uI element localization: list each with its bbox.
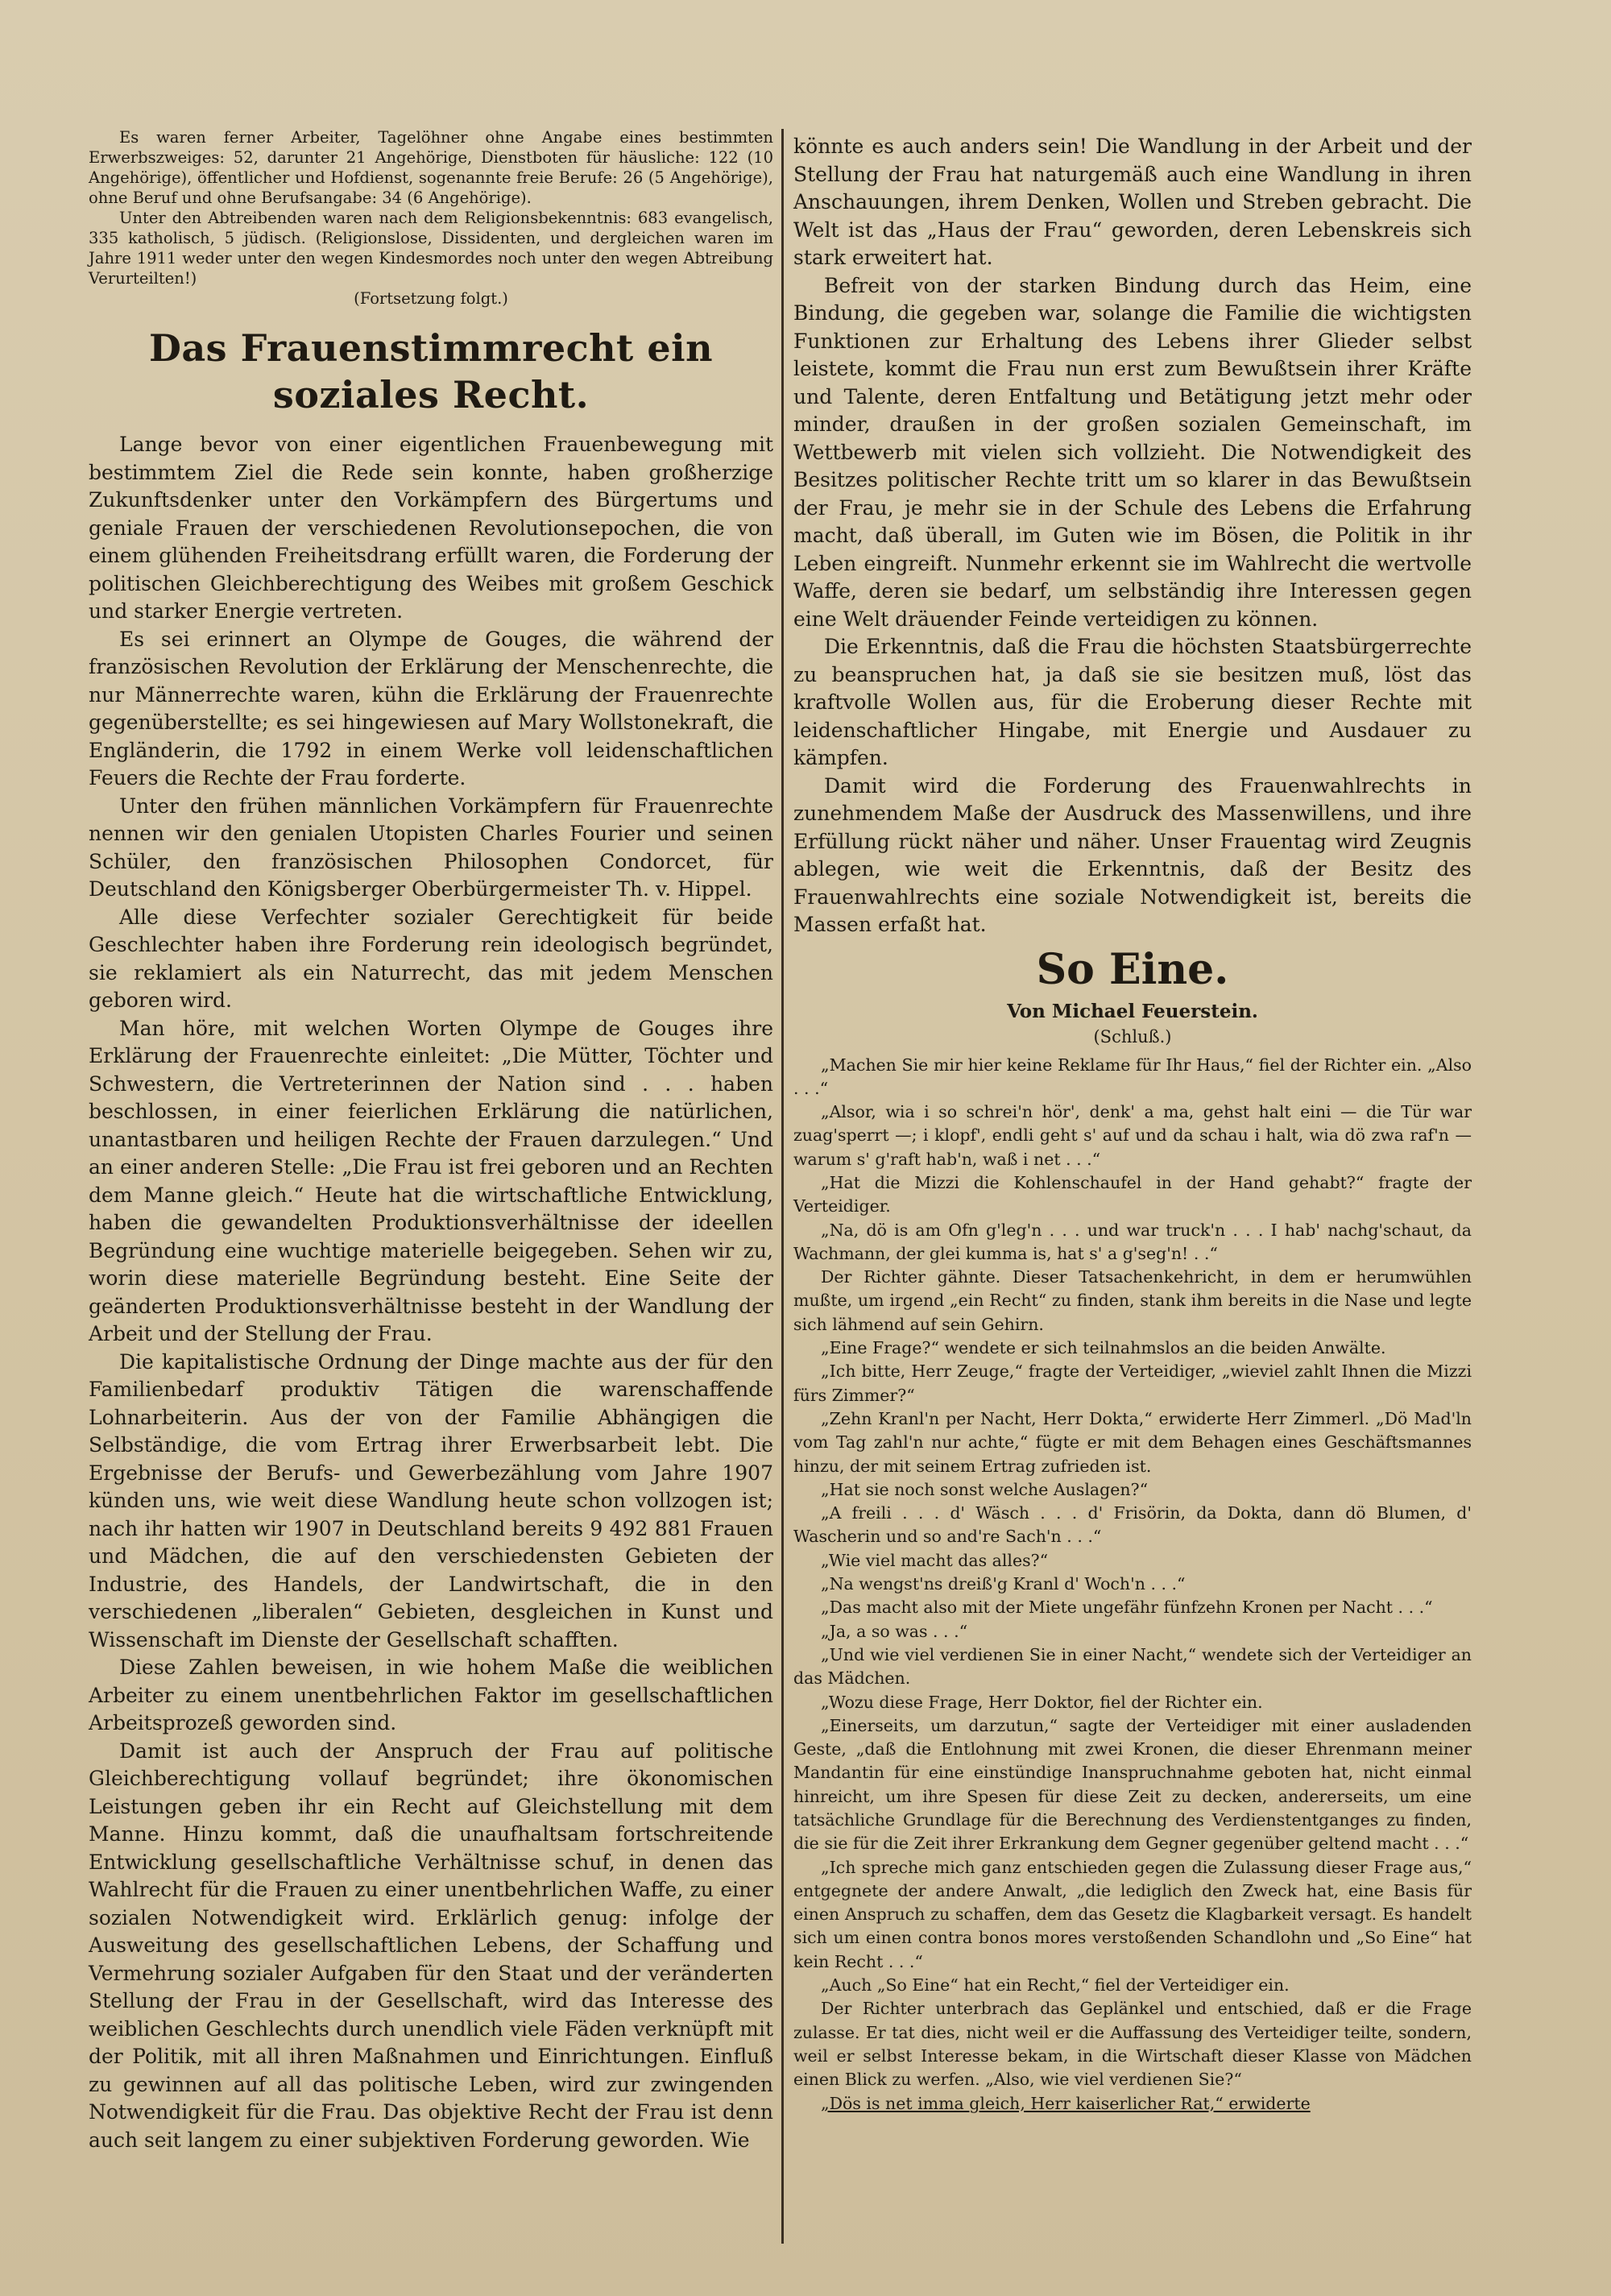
left-column [89,127,773,2154]
story-paragraph: „Und wie viel verdienen Sie in einer Nacht,“ wendete sich der Verteidiger an das Mädchen. [793,1644,1472,1689]
story-part-note: (Schluß.) [1093,1026,1172,1046]
intro-paragraph: Es waren ferner Arbeiter, Tagelöhner ohne Angabe eines bestimmten Erwerbszweiges: 52, darunter 21 Angehörige, Dienstboten für häusliche: 122 (10 Angehörige), öffentlicher und Hofdienst, sogenannte freie Berufe: 26 (5 Angehörige), ohne Beruf und ohne Berufsangabe: 34 (6 Angehörige). [89,128,773,207]
story-body [793,1054,1472,2116]
continuation-note: (Fortsetzung folgt.) [354,289,508,308]
article-paragraph: Befreit von der starken Bindung durch das Heim, eine Bindung, die gegeben war, solange die Familie die wichtigsten Funktionen zur Erhaltung des Lebens ihrer Glieder selbst leistete, kommt die Frau nun erst zum Bewußtsein ihrer Kräfte und Talente, deren Entfaltung und Betätigung jetzt mehr oder minder, draußen in der großen sozialen Gemeinschaft, im Wettbewerb mit vielen sich vollzieht. Die Notwendigkeit des Besitzes politischer Rechte tritt um so klarer in das Bewußtsein der Frau, je mehr sie in der Schule des Lebens die Erfahrung macht, daß überall, im Guten wie im Bösen, die Politik in ihr Leben eingreift. Nunmehr erkennt sie im Wahlrecht die wertvolle Waffe, deren sie bedarf, um selbständig ihre Interessen gegen eine Welt dräuender Feinde verteidigen zu können. [793,273,1472,631]
article-paragraph: Unter den frühen männlichen Vorkämpfern für Frauenrechte nennen wir den genialen Utopisten Charles Fourier und seinen Schüler, den französischen Philosophen Condorcet, für Deutschland den Königsberger Oberbürgermeister Th. v. Hippel. [89,794,773,901]
story-paragraph: „Ich bitte, Herr Zeuge,“ fragte der Verteidiger, „wieviel zahlt Ihnen die Mizzi fürs Zimmer?“ [793,1361,1472,1405]
story-paragraph: „Machen Sie mir hier keine Reklame für Ihr Haus,“ fiel der Richter ein. „Also . . .“ [793,1055,1472,1098]
story-paragraph: „Auch „So Eine“ hat ein Recht,“ fiel der Verteidiger ein. [821,1975,1290,1996]
article-paragraph: Die Erkenntnis, daß die Frau die höchsten Staatsbürgerrechte zu beanspruchen hat, ja daß sie sie besitzen muß, löst das kraftvolle Wollen aus, für die Eroberung dieser Rechte mit leidenschaftlicher Hingabe, mit Energie und Ausdauer zu kämpfen. [793,635,1472,769]
story-paragraph: „Zehn Kranl'n per Nacht, Herr Dokta,“ erwiderte Herr Zimmerl. „Dö Mad'ln vom Tag zahl'n nur achte,“ fügte er mit dem Behagen eines Geschäftsmannes hinzu, der mit seinem Ertrag zufrieden ist. [793,1408,1472,1476]
story-paragraph: „Na, dö is am Ofn g'leg'n . . . und war truck'n . . . I hab' nachg'schaut, da Wachmann, der glei kumma is, hat s' a g'seg'n! . .“ [793,1220,1472,1263]
intro-paragraph: Unter den Abtreibenden waren nach dem Religionsbekenntnis: 683 evangelisch, 335 katholisch, 5 jüdisch. (Religionslose, Dissidenten, und dergleichen waren im Jahre 1911 weder unter den wegen Kindesmordes noch unter den wegen Abtreibung Verurteilten!) [89,209,773,288]
story-paragraph: „Dös is net imma gleich, Herr kaiserlicher Rat,“ erwiderte [821,2093,1311,2113]
story-title: So Eine. [1036,944,1229,994]
story-paragraph: „Alsor, wia i so schrei'n hör', denk' a ma, gehst halt eini — die Tür war zuag'sperrt —; i klopf', endli geht s' auf und da schau i halt, wia dö zwa raf'n — warum s' g'raft hab'n, waß i net . . .“ [793,1102,1472,1169]
story-paragraph: „Einerseits, um darzutun,“ sagte der Verteidiger mit einer ausladenden Geste, „daß die Entlohnung mit zwei Kronen, die dieser Ehrenmann meiner Mandantin für eine einstündige Inanspruchnahme geboten hat, nicht einmal hinreicht, um ihre Spesen für diese Zeit zu decken, andererseits, um eine tatsächliche Grundlage für die Berechnung des Verdienstentganges zu finden, die sie für die Zeit ihrer Erkrankung dem Gegner gegenüber geltend macht . . .“ [793,1715,1472,1854]
story-byline: Von Michael Feuerstein. [1007,1000,1258,1022]
story-paragraph: „Ja, a so was . . .“ [821,1621,968,1641]
article-paragraph: Die kapitalistische Ordnung der Dinge machte aus der für den Familienbedarf produktiv Tätigen die warenschaffende Lohnarbeiterin. Aus der von der Familie Abhängigen die Selbständige, die vom Ertrag ihrer Erwerbsarbeit lebt. Die Ergebnisse der Berufs- und Gewerbezählung vom Jahre 1907 künden uns, wie weit diese Wandlung heute schon vollzogen ist; nach ihr hatten wir 1907 in Deutschland bereits 9 492 881 Frauen und Mädchen, die auf den verschiedensten Gebieten der Industrie, des Handels, der Landwirtschaft, die in den verschiedenen „liberalen“ Gebieten, desgleichen in Kunst und Wissenschaft im Dienste der Gesellschaft schafften. [89,1349,773,1652]
story-paragraph: „Hat die Mizzi die Kohlenschaufel in der Hand gehabt?“ fragte der Verteidiger. [793,1172,1472,1216]
story-paragraph: „Das macht also mit der Miete ungefähr fünfzehn Kronen per Nacht . . .“ [821,1598,1433,1618]
story-paragraph: „Eine Frage?“ wendete er sich teilnahmslos an die beiden Anwälte. [821,1338,1386,1358]
article-paragraph: Diese Zahlen beweisen, in wie hohem Maße die weiblichen Arbeiter zu einem unentbehrlichen Faktor im gesellschaftlichen Arbeitsprozeß geworden sind. [89,1656,773,1734]
story-paragraph: „Ich spreche mich ganz entschieden gegen die Zulassung dieser Frage aus,“ entgegnete der andere Anwalt, „die lediglich den Zweck hat, eine Basis für einen Anspruch zu schaffen, dem das Gesetz die Klagbarkeit versagt. Es handelt sich um einen contra bonos mores verstoßenden Schandlohn und „So Eine“ hat kein Recht . . .“ [793,1857,1472,1971]
article-paragraph: Alle diese Verfechter sozialer Gerechtigkeit für beide Geschlechter haben ihre Forderung rein ideologisch begründet, sie reklamiert als ein Naturrecht, das mit jedem Menschen geboren wird. [89,905,773,1012]
story-paragraph: „Wozu diese Frage, Herr Doktor, fiel der Richter ein. [821,1692,1263,1712]
article-paragraph: Damit wird die Forderung des Frauenwahlrechts in zunehmendem Maße der Ausdruck des Massenwillens, und ihre Erfüllung rückt näher und näher. Unser Frauentag wird Zeugnis ablegen, wie weit die Erkenntnis, daß der Besitz des Frauenwahlrechts eine soziale Notwendigkeit ist, bereits die Massen erfaßt hat. [793,773,1472,936]
article-paragraph: Lange bevor von einer eigentlichen Frauenbewegung mit bestimmtem Ziel die Rede sein konnte, haben großherzige Zukunftsdenker unter den Vorkämpfern des Bürgertums und geniale Frauen der verschiedenen Revolutionsepochen, die von einem glühenden Freiheitsdrang erfüllt waren, die Forderung der politischen Gleichberechtigung des Weibes mit großem Geschick und starker Energie vertreten. [89,433,773,623]
right-column [793,133,1472,2116]
story-paragraph: „A freili . . . d' Wäsch . . . d' Frisörin, da Dokta, dann dö Blumen, d' Wascherin und so and're Sach'n . . .“ [793,1503,1472,1547]
article-headline: Das Frauenstimmrecht ein soziales Recht. [148,326,714,417]
article-paragraph: Damit ist auch der Anspruch der Frau auf politische Gleichberechtigung vollauf begründet; ihre ökonomischen Leistungen geben ihr ein Recht auf Gleichstellung mit dem Manne. Hinzu kommt, daß die unaufhaltsam fortschreitende Entwicklung gesellschaftliche Verhältnisse schuf, in denen das Wahlrecht für die Frauen zu einer unentbehrlichen Waffe, zu einer sozialen Notwendigkeit wird. Erklärlich genug: infolge der Ausweitung des gesellschaftlichen Lebens, der Schaffung und Vermehrung sozialer Aufgaben für den Staat und der veränderten Stellung der Frau in der Gesellschaft, wird das Interesse des weiblichen Geschlechts durch unendlich viele Fäden verknüpft mit der Politik, mit all ihren Maßnahmen und Einrichtungen. Einfluß zu gewinnen auf all das politische Leben, wird zur zwingenden Notwendigkeit für die Frau. Das objektive Recht der Frau ist denn auch seit langem zu einer subjektiven Forderung geworden. Wie [89,1739,773,2152]
story-paragraph: Der Richter unterbrach das Geplänkel und entschied, daß er die Frage zulasse. Er tat dies, nicht weil er die Auffassung des Verteidiger teilte, sondern, weil er selbst Interesse bekam, in die Wirtschaft dieser Klasse von Mädchen einen Blick zu werfen. „Also, wie viel verdienen Sie?“ [793,1999,1472,2090]
article-paragraph: Man höre, mit welchen Worten Olympe de Gouges ihre Erklärung der Frauenrechte einleitet: „Die Mütter, Töchter und Schwestern, die Vertreterinnen der Nation sind . . . haben beschlossen, in einer feierlichen Erklärung die natürlichen, unantastbaren und heiligen Rechte der Frauen darzulegen.“ Und an einer anderen Stelle: „Die Frau ist frei geboren und an Rechten dem Manne gleich.“ Heute hat die wirtschaftliche Entwicklung, haben die gewandelten Produktionsverhältnisse der ideellen Begründung eine wuchtige materielle beigegeben. Sehen wir zu, worin diese materielle Begründung besteht. Eine Seite der geänderten Produktionsverhältnisse besteht in der Wandlung der Arbeit und der Stellung der Frau. [89,1016,773,1345]
story-paragraph: „Na wengst'ns dreiß'g Kranl d' Woch'n . . .“ [821,1574,1186,1594]
story-paragraph: Der Richter gähnte. Dieser Tatsachenkehricht, in dem er herumwühlen mußte, um irgend „ein Recht“ zu finden, stank ihm bereits in die Nase und legte sich lähmend auf sein Gehirn. [793,1267,1472,1334]
article-paragraph: Es sei erinnert an Olympe de Gouges, die während der französischen Revolution der Erklärung der Menschenrechte, die nur Männerrechte waren, kühn die Erklärung der Frauenrechte gegenüberstellte; es sei hingewiesen auf Mary Wollstonekraft, die Engländerin, die 1792 in einem Werke voll leidenschaftlichen Feuers die Rechte der Frau forderte. [89,627,773,790]
article-continuation: könnte es auch anders sein! Die Wandlung in der Arbeit und der Stellung der Frau hat naturgemäß auch eine Wandlung in ihren Anschauungen, ihrem Denken, Wollen und Streben gebracht. Die Welt ist das „Haus der Frau“ geworden, deren Lebenskreis sich stark erweitert hat. [793,135,1472,269]
story-paragraph: „Wie viel macht das alles?“ [821,1550,1049,1570]
story-paragraph: „Hat sie noch sonst welche Auslagen?“ [821,1479,1149,1499]
column-rule [781,129,784,2244]
